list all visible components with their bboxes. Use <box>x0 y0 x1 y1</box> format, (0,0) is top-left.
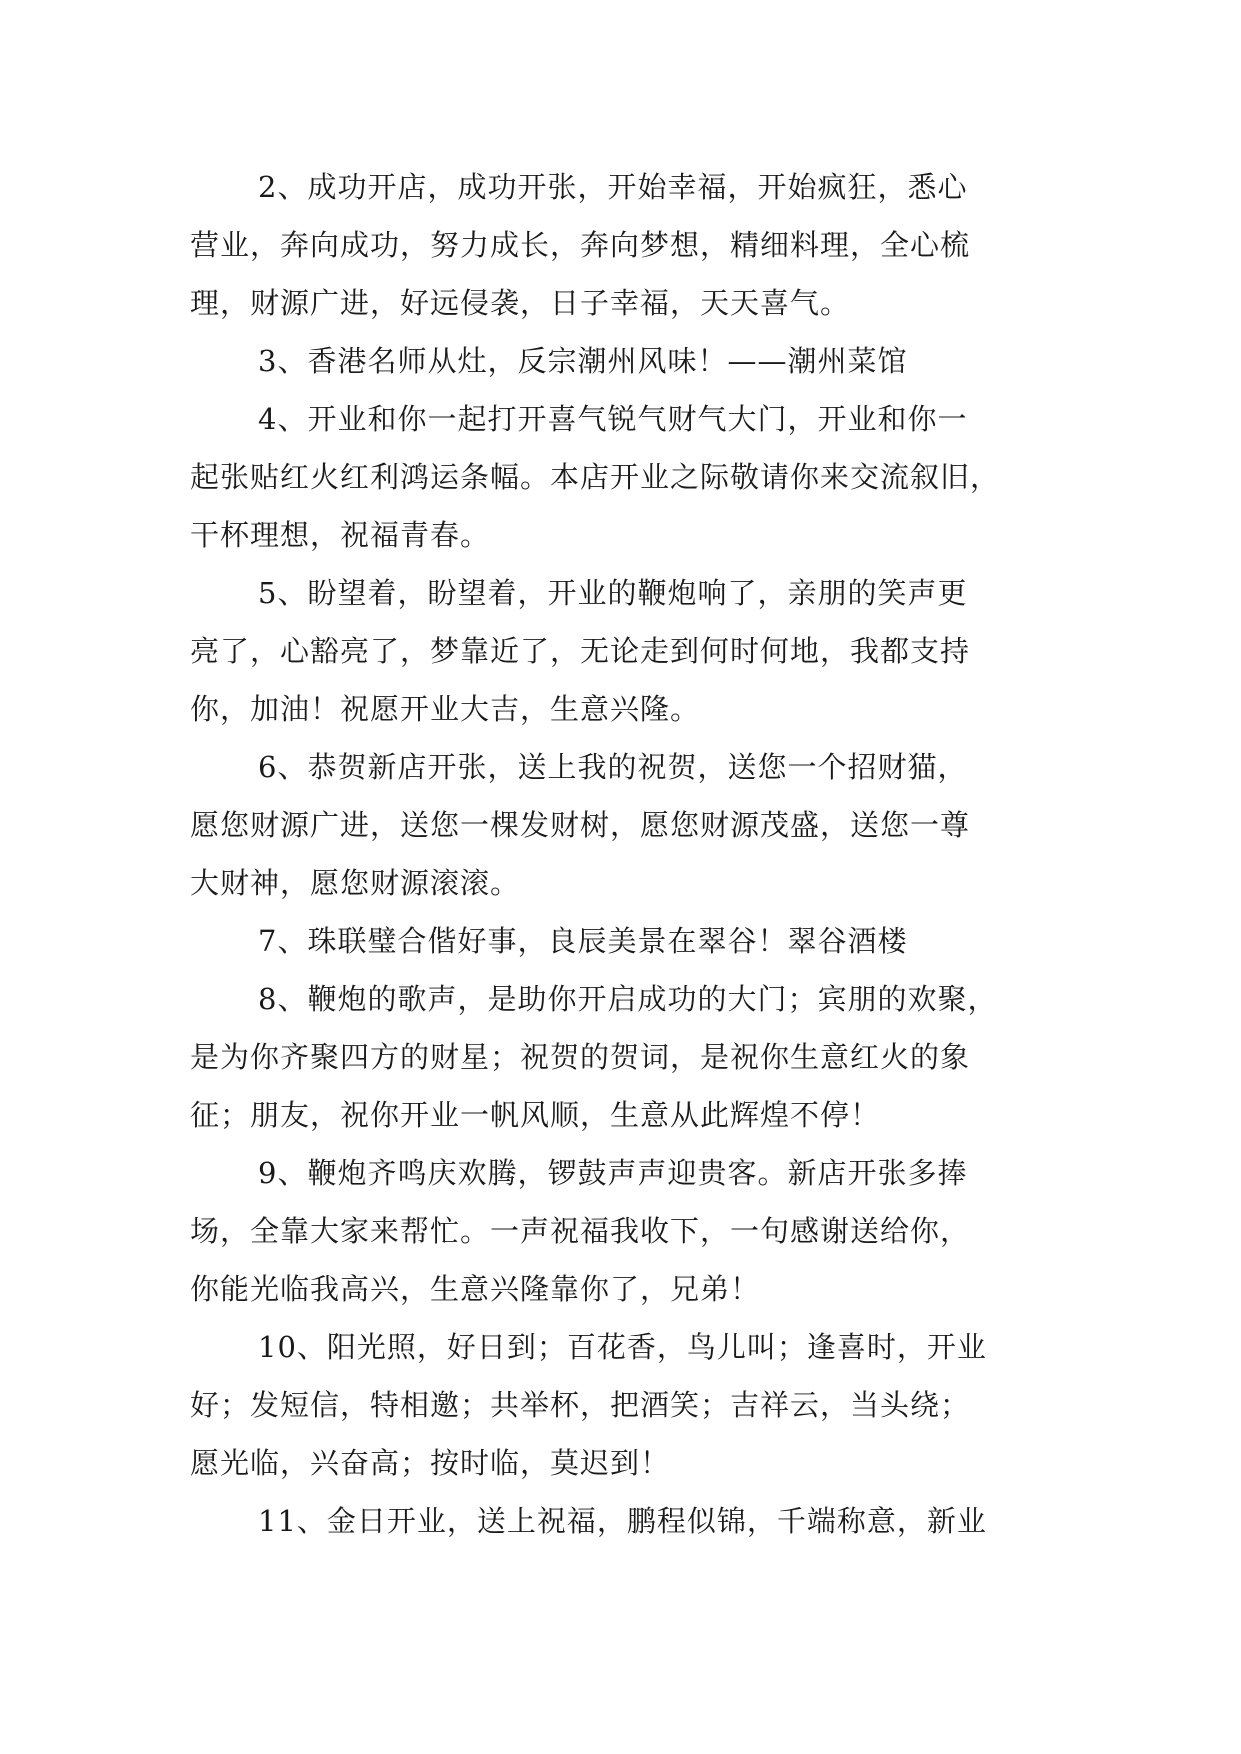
text-line: 你能光临我高兴，生意兴隆靠你了，兄弟！ <box>190 1272 761 1306</box>
text-line: 9、鞭炮齐鸣庆欢腾，锣鼓声声迎贵客。新店开张多捧 <box>258 1156 968 1190</box>
text-line: 3、香港名师从灶，反宗潮州风味！——潮州菜馆 <box>258 344 908 378</box>
text-line: 愿您财源广进，送您一棵发财树，愿您财源茂盛，送您一尊 <box>190 808 971 842</box>
text-line: 亮了，心豁亮了，梦靠近了，无论走到何时何地，我都支持 <box>190 634 971 668</box>
paragraph-3 <box>190 332 1050 390</box>
paragraph-4 <box>190 390 1050 564</box>
text-line: 理，财源广进，好远侵袭，日子幸福，天天喜气。 <box>190 286 851 320</box>
paragraph-6 <box>190 738 1050 912</box>
text-line: 5、盼望着，盼望着，开业的鞭炮响了，亲朋的笑声更 <box>258 576 968 610</box>
text-line: 场，全靠大家来帮忙。一声祝福我收下，一句感谢送给你， <box>190 1214 971 1248</box>
paragraph-8 <box>190 970 1050 1144</box>
text-line: 7、珠联璧合偕好事，良辰美景在翠谷！翠谷酒楼 <box>258 924 908 958</box>
paragraph-5 <box>190 564 1050 738</box>
text-line: 你，加油！祝愿开业大吉，生意兴隆。 <box>190 692 701 726</box>
paragraph-10 <box>190 1318 1050 1492</box>
document-body <box>190 158 1050 1550</box>
text-line: 干杯理想，祝福青春。 <box>190 518 491 552</box>
text-line: 8、鞭炮的歌声，是助你开启成功的大门；宾朋的欢聚， <box>258 982 998 1016</box>
text-line: 愿光临，兴奋高；按时临，莫迟到！ <box>190 1446 671 1480</box>
text-line: 10、阳光照，好日到；百花香，鸟儿叫；逢喜时，开业 <box>258 1330 987 1364</box>
paragraph-7 <box>190 912 1050 970</box>
text-line: 是为你齐聚四方的财星；祝贺的贺词，是祝你生意红火的象 <box>190 1040 971 1074</box>
paragraph-9 <box>190 1144 1050 1318</box>
text-line: 11、金日开业，送上祝福，鹏程似锦，千端称意，新业 <box>258 1504 987 1538</box>
text-line: 起张贴红火红利鸿运条幅。本店开业之际敬请你来交流叙旧， <box>190 460 1001 494</box>
text-line: 6、恭贺新店开张，送上我的祝贺，送您一个招财猫， <box>258 750 968 784</box>
text-line: 2、成功开店，成功开张，开始幸福，开始疯狂，悉心 <box>258 170 968 204</box>
text-line: 营业，奔向成功，努力成长，奔向梦想，精细料理，全心梳 <box>190 228 971 262</box>
paragraph-2 <box>190 158 1050 332</box>
text-line: 好；发短信，特相邀；共举杯，把酒笑；吉祥云，当头绕； <box>190 1388 971 1422</box>
text-line: 征；朋友，祝你开业一帆风顺，生意从此辉煌不停！ <box>190 1098 881 1132</box>
text-line: 4、开业和你一起打开喜气锐气财气大门，开业和你一 <box>258 402 968 436</box>
paragraph-11 <box>190 1492 1050 1550</box>
text-line: 大财神，愿您财源滚滚。 <box>190 866 521 900</box>
